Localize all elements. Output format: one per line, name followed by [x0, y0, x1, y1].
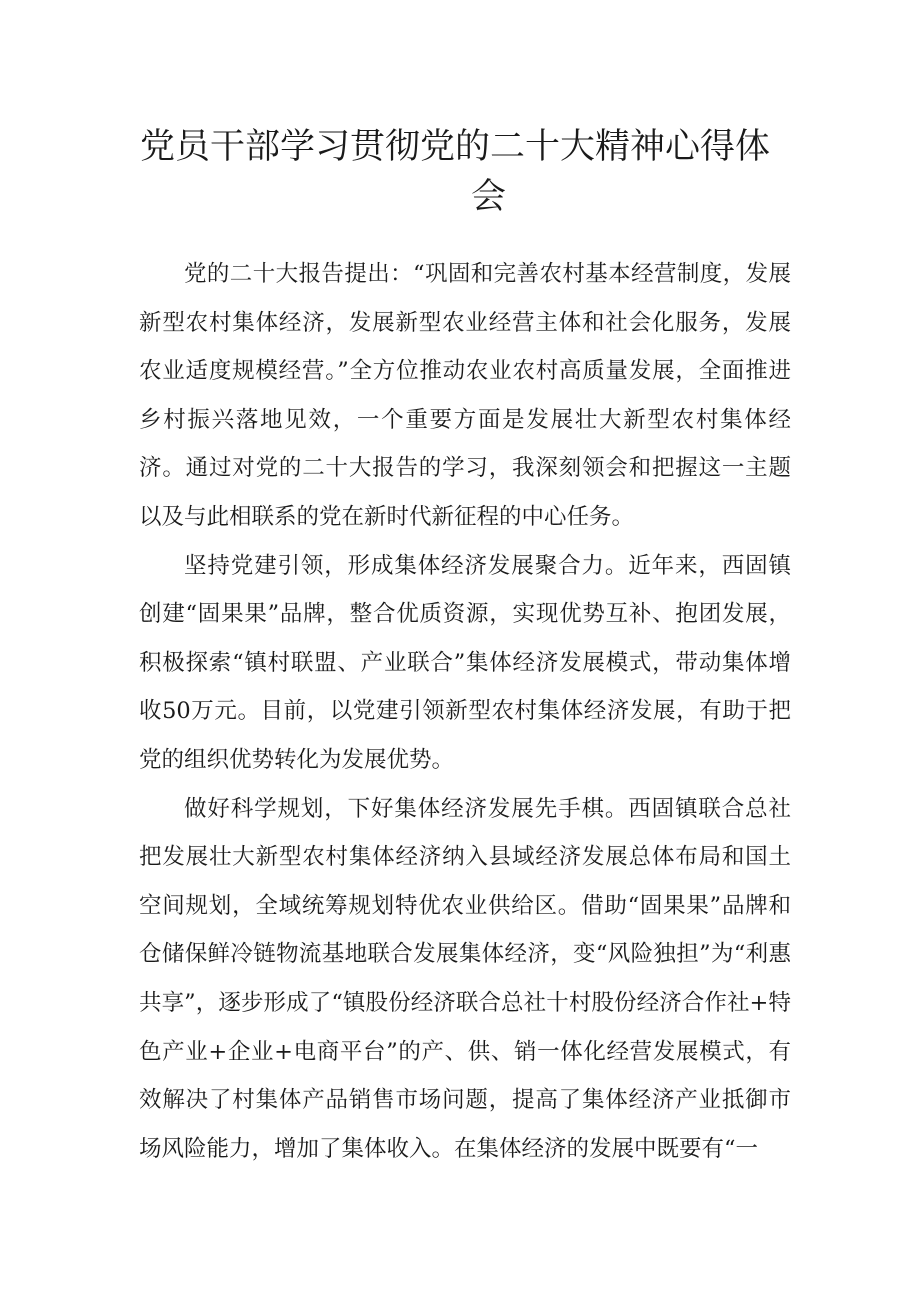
- paragraph-1: 党的二十大报告提出：“巩固和完善农村基本经营制度，发展新型农村集体经济，发展新型农业经营主体和社会化服务，发展农业适度规模经营。”全方位推动农业农村高质量发展，全面推进乡村振兴落地见效，一个重要方面是发展壮大新型农村集体经济。通过对党的二十大报告的学习，我深刻领会和把握这一主题以及与此相联系的党在新时代新征程的中心任务。: [139, 261, 791, 530]
- document-body: [139, 250, 791, 1173]
- document-title: [140, 122, 780, 222]
- title-line-1: 党员干部学习贯彻党的二十大精神心得体: [140, 127, 771, 167]
- paragraph-2: 坚持党建引领，形成集体经济发展聚合力。近年来，西固镇创建“固果果”品牌，整合优质资源，实现优势互补、抱团发展，积极探索“镇村联盟、产业联合”集体经济发展模式，带动集体增收50万元。目前，以党建引领新型农村集体经济发展，有助于把党的组织优势转化为发展优势。: [139, 552, 791, 773]
- title-line-2: 会: [471, 177, 507, 217]
- paragraph-3: 做好科学规划，下好集体经济发展先手棋。西固镇联合总社把发展壮大新型农村集体经济纳入县域经济发展总体布局和国土空间规划，全域统筹规划特优农业供给区。借助“固果果”品牌和仓储保鲜冷链物流基地联合发展集体经济，变“风险独担”为“利惠共享”，逐步形成了“镇股份经济联合总社十村股份经济合作社+特色产业+企业+电商平台”的产、供、销一体化经营发展模式，有效解决了村集体产品销售市场问题，提高了集体经济产业抵御市场风险能力，增加了集体收入。在集体经济的发展中既要有“一: [139, 795, 791, 1162]
